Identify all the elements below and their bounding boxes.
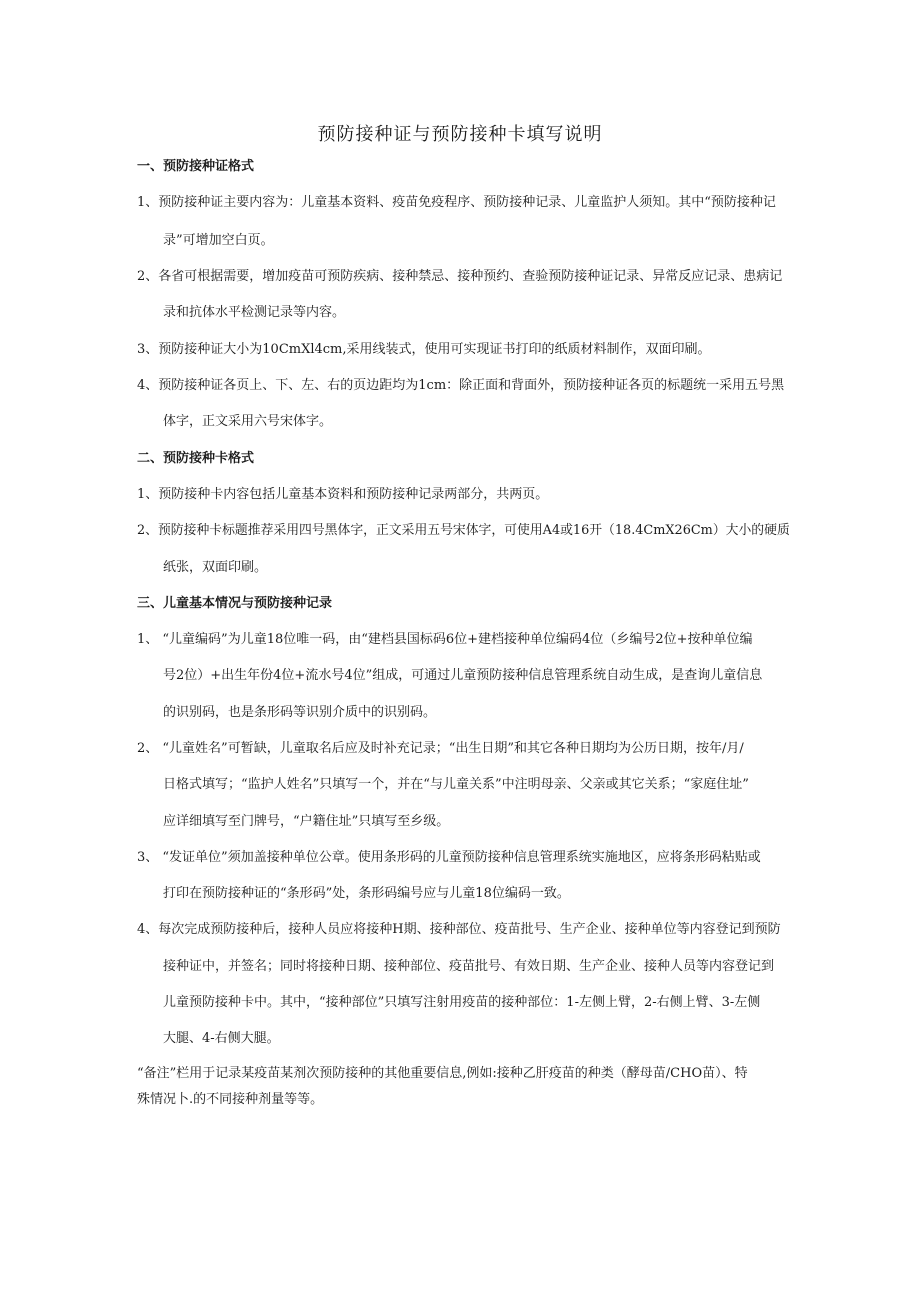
paragraph-line: 日格式填写；“监护人姓名”只填写一个，并在“与儿童关系”中注明母亲、父亲或其它关系；“家庭住址” [163,777,749,792]
document-title: 预防接种证与预防接种卡填写说明 [317,124,603,145]
section-heading: 三、儿童基本情况与预防接种记录 [137,596,333,611]
paragraph-line: 接种证中，并签名；同时将接种日期、接种部位、疫苗批号、有效日期、生产企业、接种人员等内容登记到 [163,959,775,974]
paragraph-line: 3、 “发证单位”须加盖接种单位公章。使用条形码的儿童预防接种信息管理系统实施地区，应将条形码粘贴或 [137,850,761,865]
paragraph-line: 录和抗体水平检测记录等内容。 [163,305,346,320]
paragraph-line: 2、预防接种卡标题推荐采用四号黑体字，正文采用五号宋体字，可使用A4或16开（18.4CmX26Cm）大小的硬质 [137,523,790,538]
paragraph-line: 大腿、4-右侧大腿。 [163,1031,280,1046]
paragraph-line: 儿童预防接种卡中。其中，“接种部位”只填写注射用疫苗的接种部位：1-左侧上臂，2-右侧上臂、3-左侧 [163,995,761,1010]
paragraph-line: 2、各省可根据需要，增加疫苗可预防疾病、接种禁忌、接种预约、查验预防接种证记录、异常反应记录、患病记 [137,269,783,284]
note-line: 殊情况卜.的不同接种剂量等等。 [137,1092,324,1107]
paragraph-line: 体字，正文采用六号宋体字。 [163,414,333,429]
paragraph-line: 4、预防接种证各页上、下、左、右的页边距均为1cm：除正面和背面外，预防接种证各页的标题统一采用五号黑 [137,378,785,393]
paragraph-line: 1、 “儿童编码”为儿童18位唯一码，由“建档县国标码6位+建档接种单位编码4位（乡编号2位+按种单位编 [137,632,753,647]
paragraph-line: 1、预防接种卡内容包括儿童基本资料和预防接种记录两部分，共两页。 [137,487,549,502]
paragraph-line: 号2位）+出生年份4位+流水号4位”组成，可通过儿童预防接种信息管理系统自动生成，是查询儿童信息 [163,668,763,683]
section-heading: 二、预防接种卡格式 [137,451,255,466]
note-line: “备注”栏用于记录某疫苗某剂次预防接种的其他重要信息,例如:接种乙肝疫苗的种类（酵母苗/CHO苗）、特 [137,1066,748,1081]
paragraph-line: 纸张，双面印刷。 [163,560,268,575]
paragraph-line: 4、每次完成预防接种后，接种人员应将接种H期、接种部位、疫苗批号、生产企业、接种单位等内容登记到预防 [137,922,781,937]
paragraph-line: 1、预防接种证主要内容为：儿童基本资料、疫苗免疫程序、预防接种记录、儿童监护人须知。其中“预防接种记 [137,195,776,210]
paragraph-line: 录”可增加空白页。 [163,233,274,248]
paragraph-line: 的识别码，也是条形码等识别介质中的识别码。 [163,705,437,720]
paragraph-line: 3、预防接种证大小为10CmXl4cm,采用线装式，使用可实现证书打印的纸质材料制作，双面印刷。 [137,342,711,357]
paragraph-line: 应详细填写至门牌号，“户籍住址”只填写至乡级。 [163,814,450,829]
paragraph-line: 2、 “儿童姓名”可暂缺，儿童取名后应及时补充记录；“出生日期”和其它各种日期均为公历日期，按年/月/ [137,741,744,756]
paragraph-line: 打印在预防接种证的“条形码”处，条形码编号应与儿童18位编码一致。 [163,886,570,901]
section-heading: 一、预防接种证格式 [137,159,255,174]
